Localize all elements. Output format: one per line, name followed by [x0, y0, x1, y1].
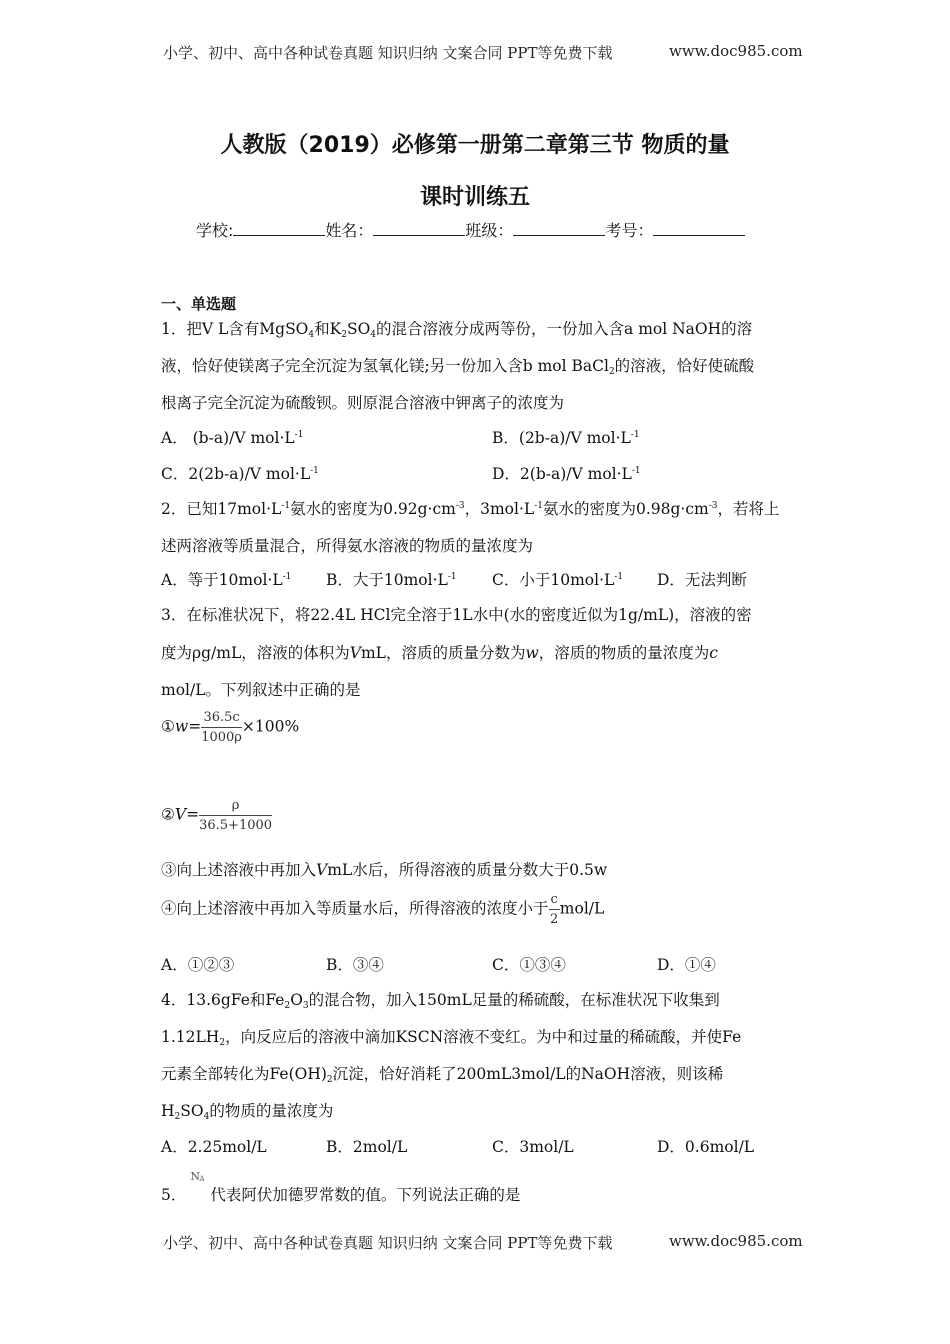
q2-option-c[interactable]: C．小于$10mol\cdot L^{-1}$	[492, 571, 624, 589]
fraction-4: $\frac{c}{2}$	[550, 892, 559, 927]
header-url[interactable]: www.doc985.com	[669, 42, 803, 60]
q4-option-d[interactable]: D．0.6mol/L	[657, 1138, 755, 1156]
q1-line2: 液，恰好使镁离子完全沉淀为氢氧化镁;另一份加入含b mol BaCl$_2$的溶液，恰好使硫酸	[161, 357, 755, 377]
q4-line2: $1.12LH_2$，向反应后的溶液中滴加KSCN溶液不变红。为中和过量的稀硫酸，并使Fe	[161, 1028, 742, 1048]
q3-option-c[interactable]: C．①③④	[492, 956, 566, 974]
q5-line1: 5． N A 代表阿伏加德罗常数的值。下列说法正确的是	[161, 1170, 521, 1204]
section-heading: 一、单选题	[161, 295, 237, 313]
school-label: 学校:	[196, 221, 234, 240]
q3-statement-1: ①w= $\frac{36.5c}{1000\rho}$ ×100%	[161, 710, 300, 745]
q2-line1: 2．已知$17mol\cdot L^{-1}$氨水的密度为$0.92g\cdot cm^{-3}$，$3mol\cdot L^{-1}$氨水的密度为$0.98g\cdot cm^{-3}$，若将上	[161, 500, 780, 518]
school-field[interactable]	[233, 221, 325, 236]
name-field[interactable]	[373, 221, 465, 236]
q3-statement-2: ②V= $\frac{\rho}{36.5+1000}$	[161, 798, 273, 833]
page-subtitle: 课时训练五	[419, 185, 530, 210]
fraction-1: $\frac{36.5c}{1000\rho}$	[201, 710, 242, 745]
class-label: 班级：	[465, 221, 514, 240]
q3-option-d[interactable]: D．①④	[657, 956, 716, 974]
student-info	[196, 218, 745, 241]
q1-line3: 根离子完全沉淀为硫酸钡。则原混合溶液中钾离子的浓度为	[161, 394, 565, 412]
footer-tagline: 小学、初中、高中各种试卷真题 知识归纳 文案合同 PPT等免费下载	[163, 1234, 613, 1252]
q1-option-c[interactable]: C．2(2b-a)/V $mol\cdot L^{-1}$	[161, 465, 319, 483]
q4-option-a[interactable]: A．2.25mol/L	[161, 1138, 267, 1156]
q4-line3: 元素全部转化为$Fe(OH)_2$沉淀，恰好消耗了200mL3mol/L的NaOH溶液，则该稀	[161, 1065, 724, 1085]
number-field[interactable]	[653, 221, 745, 236]
q3-statement-3: ③向上述溶液中再加入VmL水后，所得溶液的质量分数大于0.5w	[161, 861, 608, 879]
fraction-2: $\frac{\rho}{36.5+1000}$	[199, 798, 273, 833]
page-title: 人教版（2019）必修第一册第二章第三节 物质的量	[220, 133, 730, 158]
q1-line1: 1．把V L含有MgSO$_4$和$K_2SO_4$的混合溶液分成两等份，一份加入含a mol NaOH的溶	[161, 320, 753, 340]
q3-statement-4: ④向上述溶液中再加入等质量水后，所得溶液的浓度小于 $\frac{c}{2}$ mol/L	[161, 892, 605, 927]
q2-option-a[interactable]: A．等于$10mol\cdot L^{-1}$	[161, 571, 292, 589]
header-tagline: 小学、初中、高中各种试卷真题 知识归纳 文案合同 PPT等免费下载	[163, 44, 613, 62]
q4-line1: 4．13.6gFe和$Fe_2O_3$的混合物，加入150mL足量的稀硫酸，在标准状况下收集到	[161, 991, 720, 1011]
number-label: 考号：	[605, 221, 654, 240]
q1-option-d[interactable]: D．2(b-a)/V $mol\cdot L^{-1}$	[492, 465, 641, 483]
q3-line3: mol/L。下列叙述中正确的是	[161, 681, 361, 699]
q3-option-b[interactable]: B．③④	[326, 956, 384, 974]
q2-line2: 述两溶液等质量混合，所得氨水溶液的物质的量浓度为	[161, 537, 534, 555]
q4-line4: $H_2SO_4$的物质的量浓度为	[161, 1102, 334, 1122]
q3-line2: 度为ρg/mL，溶液的体积为VmL，溶质的质量分数为w，溶质的物质的量浓度为c	[161, 644, 718, 662]
q2-option-b[interactable]: B．大于$10mol\cdot L^{-1}$	[326, 571, 457, 589]
q2-option-d[interactable]: D．无法判断	[657, 571, 747, 589]
footer-url[interactable]: www.doc985.com	[669, 1232, 803, 1250]
q1-option-b[interactable]: B．(2b-a)/V $mol\cdot L^{-1}$	[492, 429, 640, 447]
q3-option-a[interactable]: A．①②③	[161, 956, 235, 974]
q3-line1: 3．在标准状况下，将22.4L HCl完全溶于1L水中(水的密度近似为1g/mL)，溶液的密	[161, 606, 752, 624]
q4-option-c[interactable]: C．3mol/L	[492, 1138, 574, 1156]
class-field[interactable]	[513, 221, 605, 236]
q1-option-a[interactable]: A． (b-a)/V $mol\cdot L^{-1}$	[161, 429, 304, 447]
name-label: 姓名：	[325, 221, 374, 240]
q4-option-b[interactable]: B．2mol/L	[326, 1138, 408, 1156]
